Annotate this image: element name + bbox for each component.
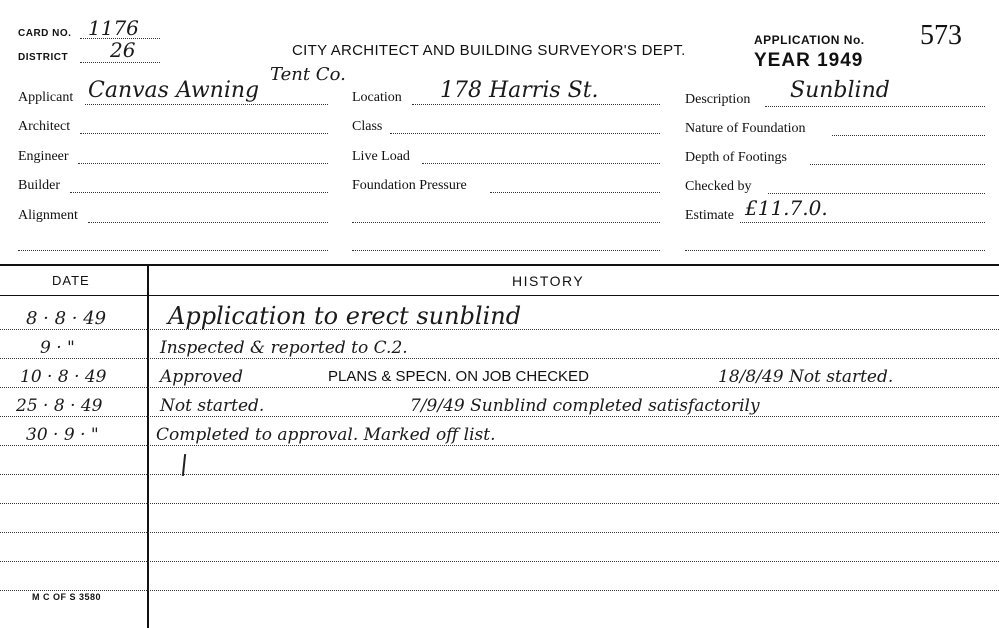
history-header-rule	[0, 295, 999, 296]
history-rule	[0, 445, 999, 446]
estimate-line	[740, 222, 985, 223]
district-line	[80, 62, 160, 63]
date-column-divider	[147, 265, 149, 628]
live-load-label: Live Load	[352, 149, 410, 164]
district-value: 26	[110, 38, 136, 62]
department-title: CITY ARCHITECT AND BUILDING SURVEYOR'S DEPT.	[292, 42, 686, 59]
location-value: 178 Harris St.	[440, 78, 599, 103]
date-header: DATE	[52, 273, 90, 288]
blank-line-left	[18, 250, 328, 251]
nature-line	[832, 135, 985, 136]
history-note: 7/9/49 Sunblind completed satisfactorily	[410, 396, 760, 416]
blank-line-right	[685, 250, 985, 251]
checked-by-line	[768, 193, 985, 194]
history-date: 9 · "	[40, 338, 75, 358]
depth-line	[810, 164, 985, 165]
checked-by-label: Checked by	[685, 179, 752, 194]
alignment-line	[88, 222, 328, 223]
history-date: 10 · 8 · 49	[20, 367, 107, 387]
class-label: Class	[352, 119, 383, 134]
applicant-label: Applicant	[18, 90, 74, 105]
applicant-line	[85, 104, 328, 105]
history-rule	[0, 503, 999, 504]
history-text: Approved	[160, 367, 243, 387]
estimate-value: £11.7.0.	[745, 196, 828, 220]
approval-stamp: PLANS & SPECN. ON JOB CHECKED	[328, 368, 589, 385]
pen-mark	[182, 454, 186, 476]
history-rule	[0, 561, 999, 562]
application-label: APPLICATION No.	[754, 33, 865, 47]
estimate-label: Estimate	[685, 208, 734, 223]
architect-line	[80, 133, 328, 134]
blank-line-mid-2	[352, 250, 660, 251]
history-date: 8 · 8 · 49	[26, 308, 107, 329]
description-value: Sunblind	[790, 78, 890, 103]
builder-label: Builder	[18, 178, 60, 193]
history-rule	[0, 474, 999, 475]
application-number: 573	[920, 20, 962, 51]
history-rule	[0, 387, 999, 388]
district-label: DISTRICT	[18, 52, 69, 63]
history-date: 30 · 9 · "	[26, 425, 99, 445]
class-line	[390, 133, 660, 134]
history-text: Completed to approval. Marked off list.	[156, 425, 496, 445]
applicant-extra: Tent Co.	[270, 64, 346, 85]
engineer-line	[78, 163, 328, 164]
location-label: Location	[352, 90, 402, 105]
nature-label: Nature of Foundation	[685, 121, 806, 136]
description-line	[765, 106, 985, 107]
applicant-value: Canvas Awning	[88, 78, 260, 103]
foundation-pressure-line	[490, 192, 660, 193]
section-divider	[0, 264, 999, 266]
engineer-label: Engineer	[18, 149, 69, 164]
history-rule	[0, 358, 999, 359]
year-label: YEAR 1949	[754, 50, 864, 71]
history-note: 18/8/49 Not started.	[718, 367, 894, 387]
history-header: HISTORY	[512, 273, 585, 289]
blank-line-mid	[352, 222, 660, 223]
card-no-value: 1176	[88, 16, 139, 40]
location-line	[412, 104, 660, 105]
history-date: 25 · 8 · 49	[16, 396, 103, 416]
alignment-label: Alignment	[18, 208, 78, 223]
history-text: Not started.	[160, 396, 265, 416]
foundation-pressure-label: Foundation Pressure	[352, 178, 467, 193]
card-no-label: CARD NO.	[18, 28, 72, 39]
history-text: Application to erect sunblind	[168, 302, 522, 330]
history-rule	[0, 590, 999, 591]
live-load-line	[422, 163, 660, 164]
description-label: Description	[685, 92, 751, 107]
form-code: M C OF S 3580	[32, 592, 102, 602]
builder-line	[70, 192, 328, 193]
history-rule	[0, 532, 999, 533]
history-text: Inspected & reported to C.2.	[160, 338, 408, 358]
depth-label: Depth of Footings	[685, 150, 787, 165]
architect-label: Architect	[18, 119, 71, 134]
history-rule	[0, 416, 999, 417]
